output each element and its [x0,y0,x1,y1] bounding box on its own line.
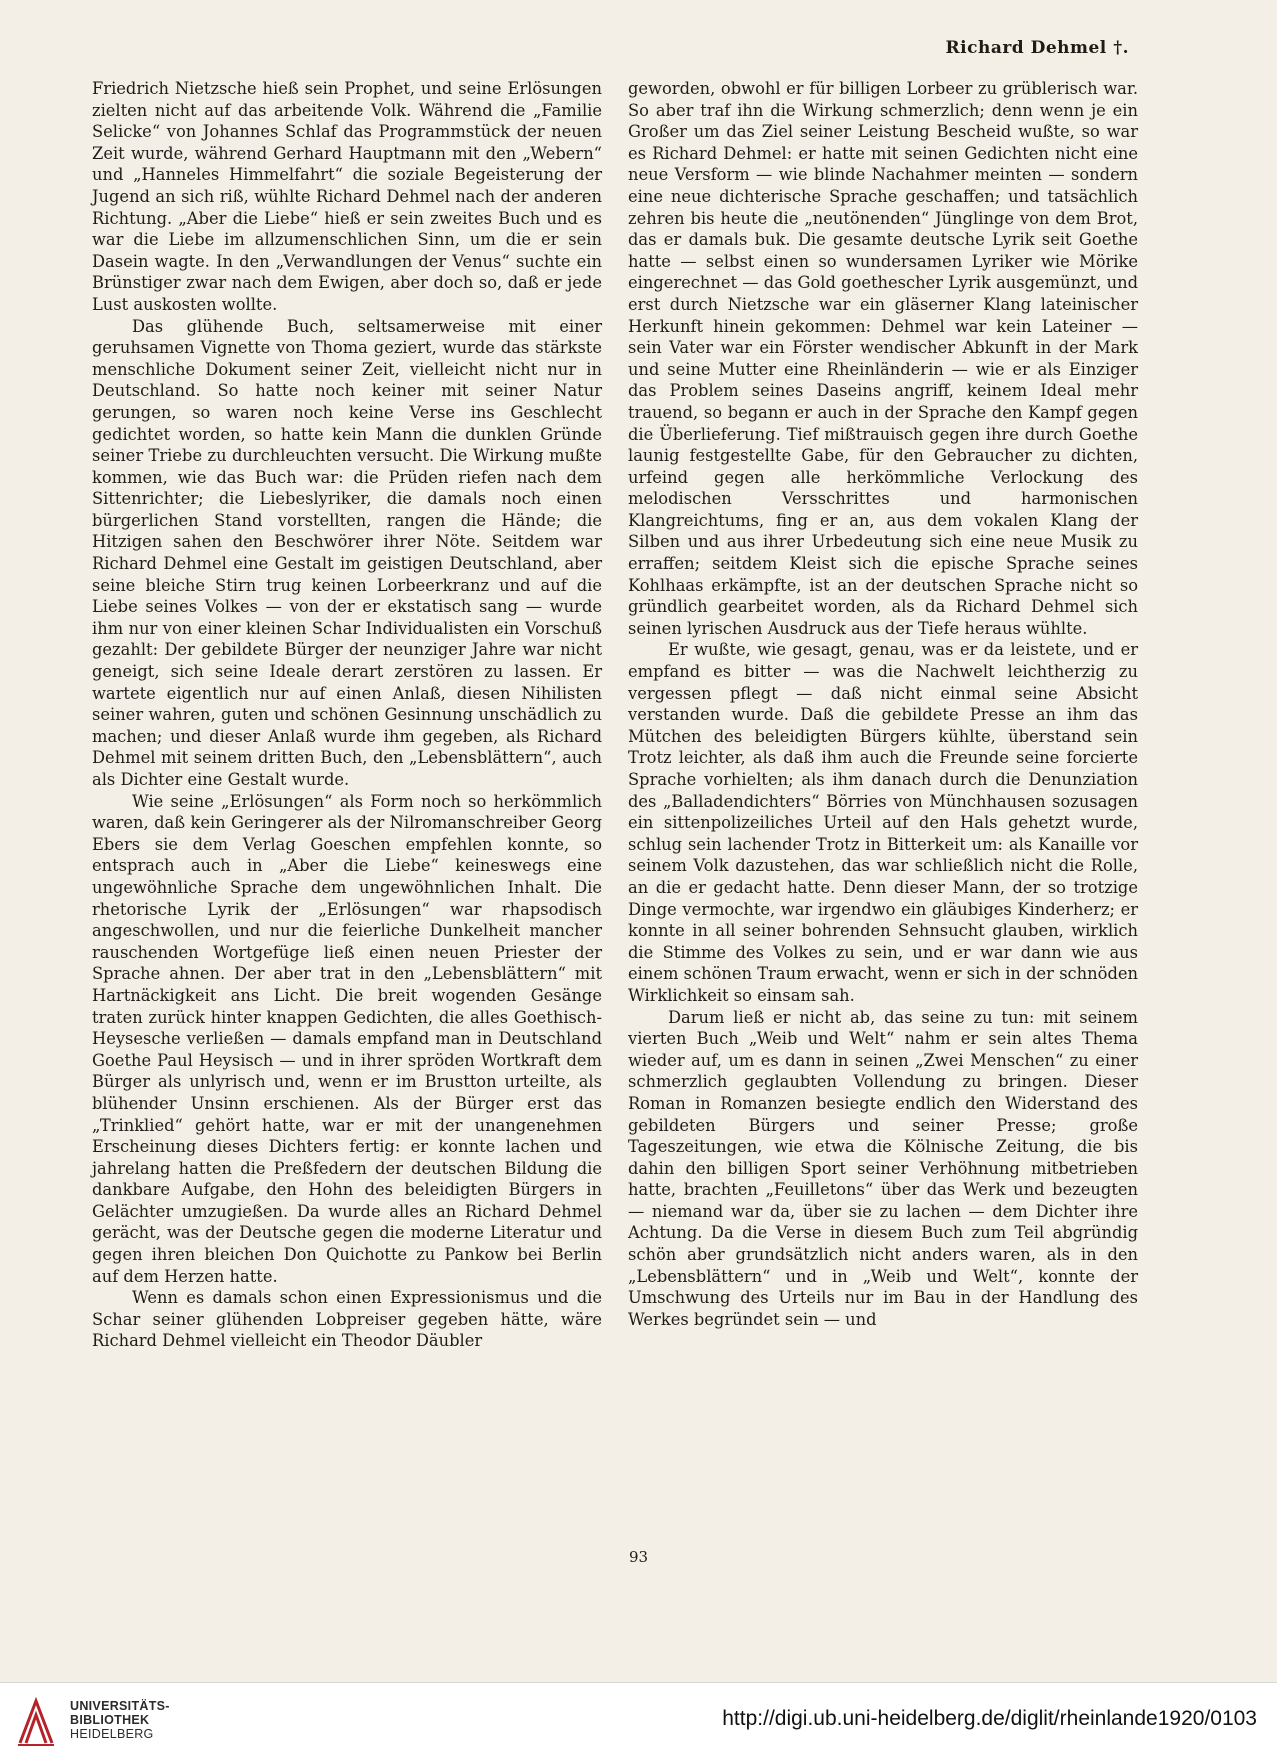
paragraph: Friedrich Nietzsche hieß sein Prophet, und seine Erlösungen zielten nicht auf das arbeitende Volk. Während die „Familie Selicke“ von Johannes Schlaf das Programmstück der neuen Zeit wurde, während Gerhard Hauptmann mit den „Webern“ und „Hanneles Himmelfahrt“ die soziale Begeisterung der Jugend an sich riß, wühlte Richard Dehmel nach der anderen Richtung. „Aber die Liebe“ hieß er sein zweites Buch und es war die Liebe im allzumenschlichen Sinn, um die er sein Dasein wagte. In den „Verwandlungen der Venus“ suchte ein Brünstiger zwar nach dem Ewigen, aber doch so, daß er jede Lust auskosten wollte. [92,79,602,314]
source-url-link[interactable]: http://digi.ub.uni-heidelberg.de/diglit/rheinlande1920/0103 [722,1707,1257,1730]
paragraph: Darum ließ er nicht ab, das seine zu tun: mit seinem vierten Buch „Weib und Welt“ nahm er sein altes Thema wieder auf, um es dann in seinen „Zwei Menschen“ zu einer schmerzlich geglaubten Vollendung zu bringen. Dieser Roman in Romanzen besiegte endlich den Widerstand des gebildeten Bürgers und seiner Presse; große Tageszeitungen, wie etwa die Kölnische Zeitung, die bis dahin den billigen Sport seiner Verhöhnung mitbetrieben hatte, brachten „Feuilletons“ über das Werk und bezeugten — niemand war da, über sie zu lachen — dem Dichter ihre Achtung. Da die Verse in diesem Buch zum Teil abgründig schön aber grundsätzlich nicht anders waren, als in den „Lebensblättern“ und in „Weib und Welt“, konnte der Umschwung des Urteils nur im Bau in der Handlung des Werkes begründet sein — und [628,1007,1138,1329]
library-name-line: BIBLIOTHEK [70,1713,150,1727]
right-column [628,78,1138,1330]
paragraph: Wenn es damals schon einen Expressionismus und die Schar seiner glühenden Lobpreiser gegeben hätte, wäre Richard Dehmel vielleicht ein Theodor Däubler [92,1288,602,1351]
footer-bar [0,1682,1277,1761]
paragraph: Wie seine „Erlösungen“ als Form noch so herkömmlich waren, daß kein Geringerer als der Nilromanschreiber Georg Ebers sie dem Verlag Goeschen empfehlen konnte, so entsprach auch in „Aber die Liebe“ keineswegs eine ungewöhnliche Sprache dem ungewöhnlichen Inhalt. Die rhetorische Lyrik der „Erlösungen“ war rhapsodisch angeschwollen, und nur die feierliche Dunkelheit mancher rauschenden Wortgefüge ließ einen neuen Priester der Sprache ahnen. Der aber trat in den „Lebensblättern“ mit Hartnäckigkeit ans Licht. Die breit wogenden Gesänge traten zurück hinter knappen Gedichten, die alles Goethisch-Heysesche verließen — damals empfand man in Deutschland Goethe Paul Heysisch — und in ihrer spröden Wortkraft dem Bürger als unlyrisch und, wenn er im Brustton urteilte, als blühender Unsinn erschienen. Als der Bürger erst das „Trinklied“ gehört hatte, war er mit der unangenehmen Erscheinung dieses Dichters fertig: er konnte lachen und jahrelang hatten die Preßfedern der deutschen Bildung die dankbare Aufgabe, den Hohn des beleidigten Bürgers in Gelächter umzugießen. Da wurde alles an Richard Dehmel gerächt, was der Deutsche gegen die moderne Literatur und gegen ihren bleichen Don Quichotte zu Pankow bei Berlin auf dem Herzen hatte. [92,791,602,1286]
library-name-line: UNIVERSITÄTS- [70,1699,170,1713]
page-number: 93 [628,1548,649,1566]
library-logo-icon [14,1695,58,1747]
library-name-line: HEIDELBERG [70,1727,154,1741]
paragraph: Er wußte, wie gesagt, genau, was er da leistete, und er empfand es bitter — was die Nachwelt leichtherzig zu vergessen pflegt — daß nicht einmal seine Absicht verstanden wurde. Daß die gebildete Presse an ihm das Mütchen des beleidigten Bürgers kühlte, überstand sein Trotz leichter, als daß ihm auch die Freunde seine forcierte Sprache vorhielten; als ihm danach durch die Denunziation des „Balladendichters“ Börries von Münchhausen sozusagen ein sittenpolizeiliches Urteil auf den Hals gehetzt wurde, schlug sein lachender Trotz in Bitterkeit um: als Kanaille vor seinem Volk dazustehen, das war schließlich nicht die Rolle, an die er gedacht hatte. Denn dieser Mann, der so trotzige Dinge vermochte, war irgendwo ein gläubiges Kinderherz; er konnte in all seiner bohrenden Sehnsucht glauben, wirklich die Stimme des Volkes zu sein, und er war dann wie aus einem schönen Traum erwacht, wenn er sich in der schnöden Wirklichkeit so einsam sah. [628,640,1138,1005]
left-column [92,78,602,1352]
paragraph: geworden, obwohl er für billigen Lorbeer zu grüblerisch war. So aber traf ihn die Wirkung schmerzlich; denn wenn je ein Großer um das Ziel seiner Leistung Bescheid wußte, so war es Richard Dehmel: er hatte mit seinen Gedichten nicht eine neue Versform — wie blinde Nachahmer meinten — sondern eine neue dichterische Sprache geschaffen; und tatsächlich zehren bis heute die „neutönenden“ Jünglinge von dem Brot, das er damals buk. Die gesamte deutsche Lyrik seit Goethe hatte — selbst einen so wundersamen Lyriker wie Mörike eingerechnet — das Gold goethescher Lyrik ausgemünzt, und erst durch Nietzsche war ein gläserner Klang lateinischer Herkunft hinein gekommen: Dehmel war kein Lateiner — sein Vater war ein Förster wendischer Abkunft in der Mark und seine Mutter eine Rheinländerin — wie er als Einziger das Problem seines Daseins angriff, keinem Ideal mehr trauend, so begann er auch in der Sprache den Kampf gegen die Überlieferung. Tief mißtrauisch gegen ihre durch Goethe launig festgestellte Gabe, für den Gebraucher zu dichten, urfeind gegen alle herkömmliche Verlockung des melodischen Versschrittes und harmonischen Klangreichtums, fing er an, aus dem vokalen Klang der Silben und aus ihrer Urbedeutung sich eine neue Musik zu erraffen; seitdem Kleist sich die epische Sprache seines Kohlhaas erkämpfte, ist an der deutschen Sprache nicht so gründlich gearbeitet worden, als da Richard Dehmel sich seinen lyrischen Ausdruck aus der Tiefe heraus wühlte. [628,79,1138,638]
paragraph: Das glühende Buch, seltsamerweise mit einer geruhsamen Vignette von Thoma geziert, wurde das stärkste menschliche Dokument seiner Zeit, vielleicht nicht nur in Deutschland. So hatte noch keiner mit seiner Natur gerungen, so waren noch keine Verse ins Geschlecht gedichtet worden, so hatte kein Mann die dunklen Gründe seiner Triebe zu durchleuchten versucht. Die Wirkung mußte kommen, wie das Buch war: die Prüden riefen nach dem Sittenrichter; die Liebeslyriker, die damals noch einen bürgerlichen Stand vorstellten, rangen die Hände; die Hitzigen sahen den Beschwörer ihrer Nöte. Seitdem war Richard Dehmel eine Gestalt im geistigen Deutschland, aber seine bleiche Stirn trug keinen Lorbeerkranz und auf die Liebe seines Volkes — von der er ekstatisch sang — wurde ihm nur von einer kleinen Schar Individualisten ein Vorschuß gezahlt: Der gebildete Bürger der neunziger Jahre war nicht geneigt, sich seine Ideale derart zerstören zu lassen. Er wartete eigentlich nur auf einen Anlaß, diesen Nihilisten seiner wahren, guten und schönen Gesinnung unschädlich zu machen; und dieser Anlaß wurde ihm gegeben, als Richard Dehmel mit seinem dritten Buch, den „Lebensblättern“, auch als Dichter eine Gestalt wurde. [92,316,602,789]
library-name [70,1699,170,1741]
running-head: Richard Dehmel †. [945,38,1129,58]
